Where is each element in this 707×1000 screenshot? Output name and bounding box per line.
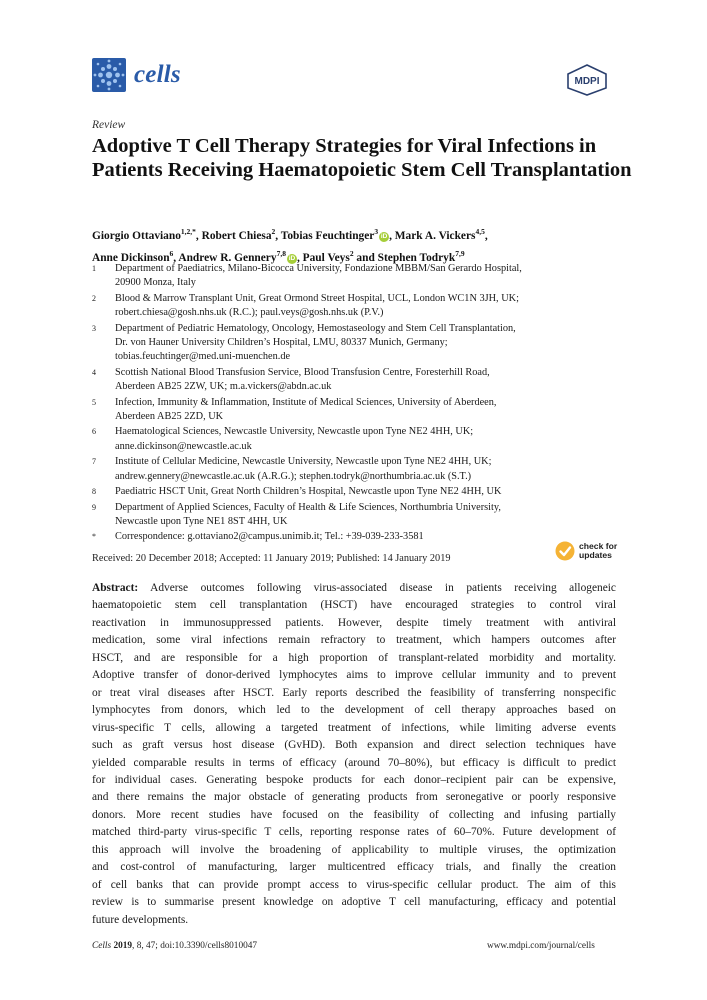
author-separator: , — [173, 251, 179, 264]
affiliation-item — [92, 322, 612, 365]
abstract-line: haematopoietic stem cell transplantation (HSCT) have encouraged strategies to control viral — [92, 599, 616, 612]
article-title: Adoptive T Cell Therapy Strategies for Viral Infections in Patients Receiving Haematopoietic Stem Cell Transplantation — [92, 135, 632, 181]
orcid-icon[interactable]: iD — [288, 254, 296, 262]
affiliation-number: 2 — [92, 293, 96, 303]
author-separator: , — [275, 229, 281, 242]
affiliation-text: Aberdeen AB25 2ZD, UK — [115, 411, 224, 423]
abstract-line — [92, 580, 616, 597]
affiliation-number: 5 — [92, 397, 96, 407]
author-line-1 — [92, 223, 622, 245]
affiliation-item — [92, 485, 612, 499]
abstract-text: Adverse outcomes following virus-associated disease in patients receiving allogeneic — [138, 582, 616, 594]
affiliation-text: Aberdeen AB25 2ZW, UK; m.a.vickers@abdn.ac.uk — [115, 381, 332, 393]
author-affiliation-sup: 2 — [349, 248, 354, 258]
author-name: Mark A. Vickers — [394, 229, 476, 242]
author-separator: , — [484, 229, 488, 242]
journal-header — [92, 58, 181, 92]
author-separator: , — [389, 229, 395, 242]
affiliation-text: robert.chiesa@gosh.nhs.uk (R.C.); paul.veys@gosh.nhs.uk (P.V.) — [115, 307, 384, 319]
affiliation-text: tobias.feuchtinger@med.uni-muenchen.de — [115, 351, 291, 363]
affiliation-text: Blood & Marrow Transplant Unit, Great Ormond Street Hospital, UCL, London WC1N 3JH, UK; — [115, 292, 519, 304]
author-name: Andrew R. Gennery — [178, 251, 277, 264]
check-for-updates-icon — [555, 541, 575, 561]
author-name: Stephen Todryk — [377, 251, 456, 264]
affiliation-text: Dr. von Hauner University Children’s Hospital, LMU, 80337 Munich, Germany; — [115, 337, 448, 349]
author-affiliation-sup: 3 — [374, 227, 379, 236]
abstract-line: HSCT, and are responsible for a high proportion of transplant-related morbidity and mortality. — [92, 651, 616, 664]
author-separator: and — [353, 251, 378, 264]
affiliation-item — [92, 366, 612, 395]
abstract-line: of cell banks that can provide prompt access to virus-specific cellular product. The aim of this — [92, 878, 616, 891]
author-affiliation-sup: 7,9 — [455, 248, 465, 258]
abstract-line: such as graft versus host disease (GvHD). Both expansion and direct selection techniques have — [92, 739, 616, 752]
affiliation-number: 7 — [92, 457, 96, 467]
abstract-line: or treat viral diseases after HSCT. Early reports described the feasibility of transferring nonspecific — [92, 686, 616, 699]
affiliation-item — [92, 292, 612, 321]
affiliation-text: andrew.gennery@newcastle.ac.uk (A.R.G.); stephen.todryk@northumbria.ac.uk (S.T.) — [115, 470, 472, 482]
author-name: Anne Dickinson — [92, 251, 170, 264]
publication-dates: Received: 20 December 2018; Accepted: 11 January 2019; Published: 14 January 2019 — [92, 553, 451, 564]
affiliation-item — [92, 396, 612, 425]
author-name: Robert Chiesa — [201, 229, 272, 242]
abstract-line: lymphocytes from donors, which led to the development of cell therapy approaches based on — [92, 704, 616, 717]
check-for-updates-line2: updates — [579, 550, 612, 560]
affiliation-text: Department of Paediatrics, Milano-Bicocca University, Fondazione MBBM/San Gerardo Hospital, — [115, 263, 522, 274]
affiliation-item — [92, 425, 612, 454]
citation-footer — [92, 941, 257, 951]
check-for-updates-badge[interactable] — [555, 541, 617, 561]
footer-year: 2019 — [113, 941, 133, 951]
abstract-line: and cost-control of manufacturing, larger multicentred efficacy trials, and finally the creation — [92, 861, 616, 874]
abstract-line: review is to summarise present knowledge on adoptive T cell manufacturing, efficacy and potential — [92, 896, 616, 909]
abstract-line: Adoptive transfer of donor-derived lymphocytes aims to improve cellular immunity and to prevent — [92, 669, 616, 682]
affiliation-text: Correspondence: g.ottaviano2@campus.unimib.it; Tel.: +39-039-233-3581 — [115, 531, 424, 543]
affiliation-text: 20900 Monza, Italy — [115, 277, 196, 289]
abstract-line: yielded comparable results in terms of efficacy (around 70–80%), but efficacy is difficult to predict — [92, 756, 616, 769]
affiliation-text: Department of Applied Sciences, Faculty of Health & Life Sciences, Northumbria University, — [115, 501, 501, 513]
author-separator: , — [195, 229, 202, 242]
journal-url[interactable]: www.mdpi.com/journal/cells — [487, 941, 595, 951]
affiliation-text: Paediatric HSCT Unit, Great North Children’s Hospital, Newcastle upon Tyne NE2 4HH, UK — [115, 486, 502, 498]
abstract-line: future developments. — [92, 913, 189, 926]
abstract — [92, 580, 616, 929]
affiliation-text: Newcastle upon Tyne NE1 8ST 4HH, UK — [115, 515, 288, 527]
affiliation-number: 6 — [92, 427, 96, 437]
abstract-line: matched third-party virus-specific T cells, reporting response rates of 60–70%. Future development of — [92, 826, 616, 839]
publisher-logo-text: MDPI — [574, 76, 600, 87]
affiliation-text: Institute of Cellular Medicine, Newcastle University, Newcastle upon Tyne NE2 4HH, UK; — [115, 456, 492, 468]
author-list — [92, 223, 622, 267]
affiliation-text: anne.dickinson@newcastle.ac.uk — [115, 440, 252, 452]
affiliation-number: 9 — [92, 502, 96, 512]
affiliation-number: * — [92, 532, 96, 542]
abstract-line: donors. More recent studies have focused on the feasibility of collecting and infusing partially — [92, 808, 616, 821]
abstract-label: Abstract: — [92, 582, 139, 594]
affiliation-item — [92, 530, 612, 544]
author-affiliation-sup: 2 — [271, 227, 276, 236]
footer-citation: , 8, 47; doi:10.3390/cells8010047 — [132, 941, 258, 951]
affiliation-number: 3 — [92, 323, 96, 333]
affiliation-item — [92, 262, 612, 291]
author-separator: , — [296, 251, 303, 264]
abstract-line: virus-specific T cells, allowing a targeted treatment of infections, while limiting adverse events — [92, 721, 616, 734]
orcid-icon[interactable]: iD — [380, 232, 388, 240]
affiliation-item — [92, 455, 612, 484]
affiliation-number: 8 — [92, 487, 96, 497]
affiliation-text: Haematological Sciences, Newcastle University, Newcastle upon Tyne NE2 4HH, UK; — [115, 426, 474, 438]
affiliation-list — [92, 262, 612, 546]
abstract-line: for individual cases. Generating bespoke products for each donor–recipient pair can be expensive, — [92, 773, 616, 786]
abstract-line: and there remains the major obstacle of generating products from seronegative or poorly responsive — [92, 791, 616, 804]
author-affiliation-sup: 7,8 — [276, 248, 286, 258]
author-name: Giorgio Ottaviano — [92, 229, 181, 242]
abstract-line: this approach will involve the broadening of applicability to multiple viruses, the optimization — [92, 843, 616, 856]
check-for-updates-line1: check for — [579, 540, 618, 551]
mdpi-logo-icon — [566, 64, 608, 96]
footer-journal: Cells — [92, 941, 112, 951]
affiliation-text: Infection, Immunity & Inflammation, Institute of Medical Sciences, University of Aberdeen, — [115, 396, 497, 408]
affiliation-number: 1 — [92, 264, 96, 273]
author-affiliation-sup: 4,5 — [475, 227, 485, 236]
abstract-line: medication, some viral infections remain refractory to treatment, which hampers outcomes after — [92, 634, 616, 647]
article-type: Review — [92, 119, 126, 131]
affiliation-text: Scottish National Blood Transfusion Service, Blood Transfusion Centre, Foresterhill Road, — [115, 366, 490, 378]
author-affiliation-sup: 1,2,* — [180, 227, 196, 236]
affiliation-text: Department of Pediatric Hematology, Oncology, Hemostaseology and Stem Cell Transplantation, — [115, 322, 516, 334]
abstract-line: reactivation in immunosuppressed patients. However, despite timely treatment with antiviral — [92, 616, 616, 629]
affiliation-item — [92, 501, 612, 530]
journal-name: cells — [134, 61, 181, 88]
affiliation-number: 4 — [92, 367, 96, 377]
author-affiliation-sup: 6 — [169, 248, 174, 258]
author-name: Tobias Feuchtinger — [280, 229, 375, 242]
author-name: Paul Veys — [302, 251, 350, 264]
cells-logo-icon — [92, 58, 126, 92]
